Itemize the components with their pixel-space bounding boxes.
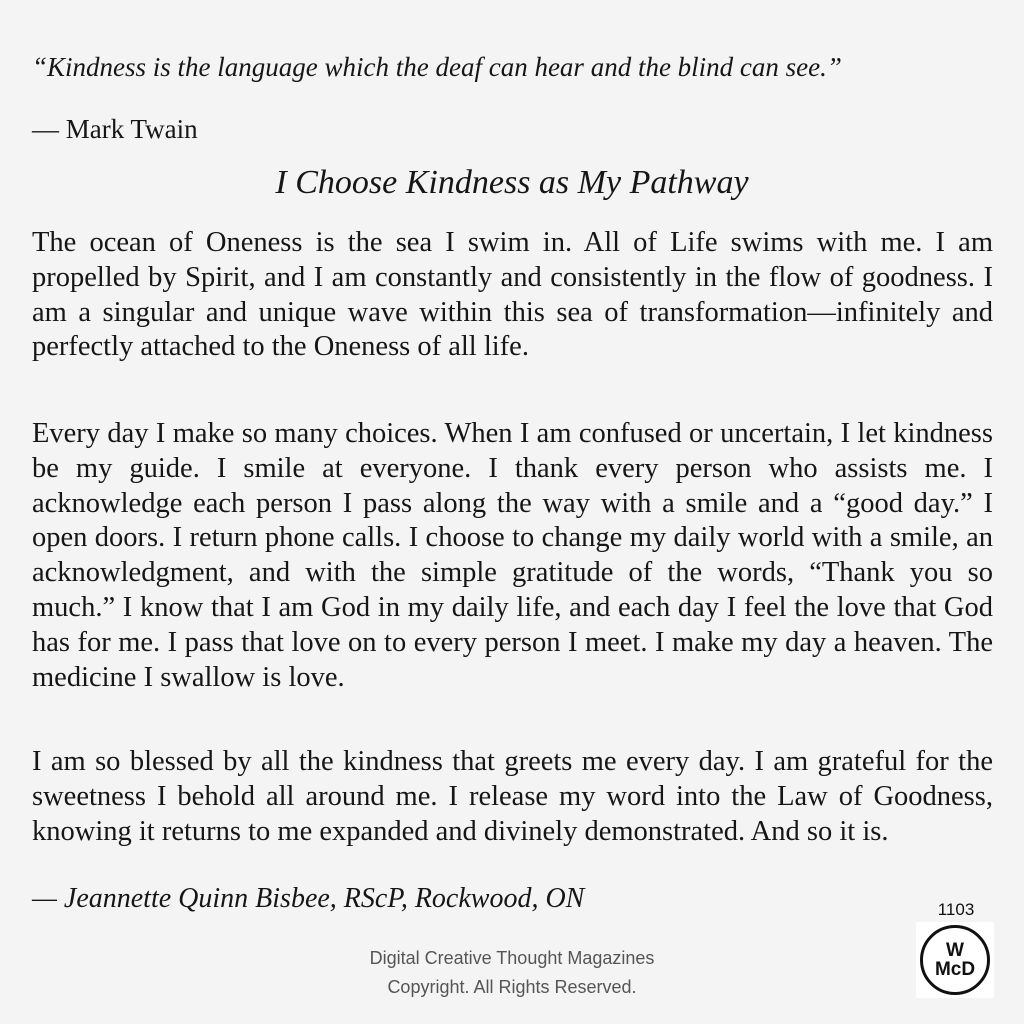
body-paragraph-3: I am so blessed by all the kindness that greets me every day. I am grateful for the sweetness I behold all around me. I release my word into the Law of Goodness, knowing it returns to me expanded and divinely demonstrated. And so it is. bbox=[32, 746, 993, 847]
footer-publisher: Digital Creative Thought Magazines bbox=[369, 948, 655, 968]
logo-text-line1: W bbox=[946, 939, 964, 961]
author-signature: — Jeannette Quinn Bisbee, RScP, Rockwood, ON bbox=[32, 883, 585, 914]
body-paragraph-2: Every day I make so many choices. When I am confused or uncertain, I let kindness be my guide. I smile at everyone. I thank every person who assists me. I acknowledge each person I pass along the way with a smile and a “good day.” I open doors. I return phone calls. I choose to change my daily world with a smile, an acknowledgment, and with the simple gratitude of the words, “Thank you so much.” I know that I am God in my daily life, and each day I feel the love that God has for me. I pass that love on to every person I meet. I make my day a heaven. The medicine I swallow is love. bbox=[32, 418, 993, 693]
page-title: I Choose Kindness as My Pathway bbox=[275, 164, 749, 201]
footer-copyright: Copyright. All Rights Reserved. bbox=[387, 977, 637, 997]
issue-number: 1103 bbox=[937, 900, 975, 919]
wmcd-logo bbox=[916, 922, 994, 998]
quote-author: — Mark Twain bbox=[32, 114, 198, 144]
logo-circle bbox=[920, 925, 990, 995]
body-paragraph-1: The ocean of Oneness is the sea I swim in. All of Life swims with me. I am propelled by Spirit, and I am constantly and consistently in the flow of goodness. I am a singular and unique wave within this sea of transformation—infinitely and perfectly attached to the Oneness of all life. bbox=[32, 227, 993, 363]
opening-quote: “Kindness is the language which the deaf can hear and the blind can see.” bbox=[32, 52, 842, 82]
logo-text-line2: McD bbox=[934, 958, 976, 980]
